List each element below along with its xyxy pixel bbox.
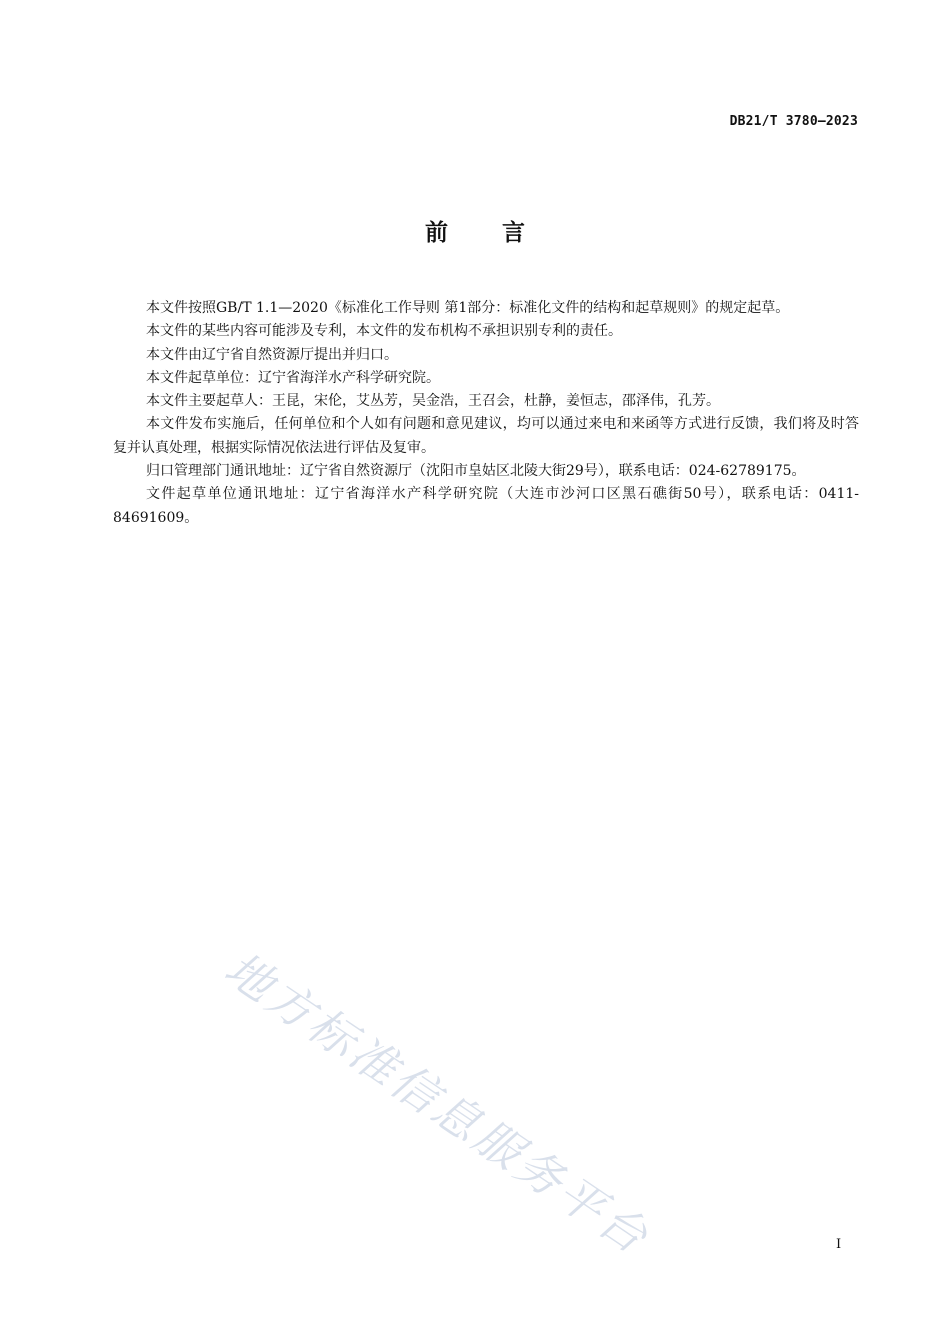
paragraph-patent-notice: 本文件的某些内容可能涉及专利，本文件的发布机构不承担识别专利的责任。 [146, 323, 622, 340]
page-number: I [836, 1237, 842, 1252]
document-code: DB21/T 3780—2023 [729, 114, 858, 129]
document-body [113, 297, 859, 530]
page-title: 前言 [425, 220, 579, 246]
paragraph-drafters: 本文件主要起草人：王昆，宋伦，艾丛芳，吴金浩，王召会，杜静，姜恒志，邵泽伟，孔芳。 [146, 393, 720, 410]
paragraph-drafter-address: 文件起草单位通讯地址：辽宁省海洋水产科学研究院（大连市沙河口区黑石礁街50号），联系电话：0411-84691609。 [113, 486, 859, 526]
paragraph-feedback: 本文件发布实施后，任何单位和个人如有问题和意见建议，均可以通过来电和来函等方式进行反馈，我们将及时答复并认真处理，根据实际情况依法进行评估及复审。 [113, 416, 859, 456]
watermark: 地方标准信息服务平台 [215, 941, 660, 1266]
paragraph-proposer: 本文件由辽宁省自然资源厅提出并归口。 [146, 346, 398, 363]
paragraph-drafting-unit: 本文件起草单位：辽宁省海洋水产科学研究院。 [146, 369, 440, 386]
paragraph-standard-basis: 本文件按照GB/T 1.1—2020《标准化工作导则 第1部分：标准化文件的结构和起草规则》的规定起草。 [146, 300, 790, 316]
paragraph-admin-address: 归口管理部门通讯地址：辽宁省自然资源厅（沈阳市皇姑区北陵大街29号），联系电话：024-62789175。 [146, 463, 806, 480]
